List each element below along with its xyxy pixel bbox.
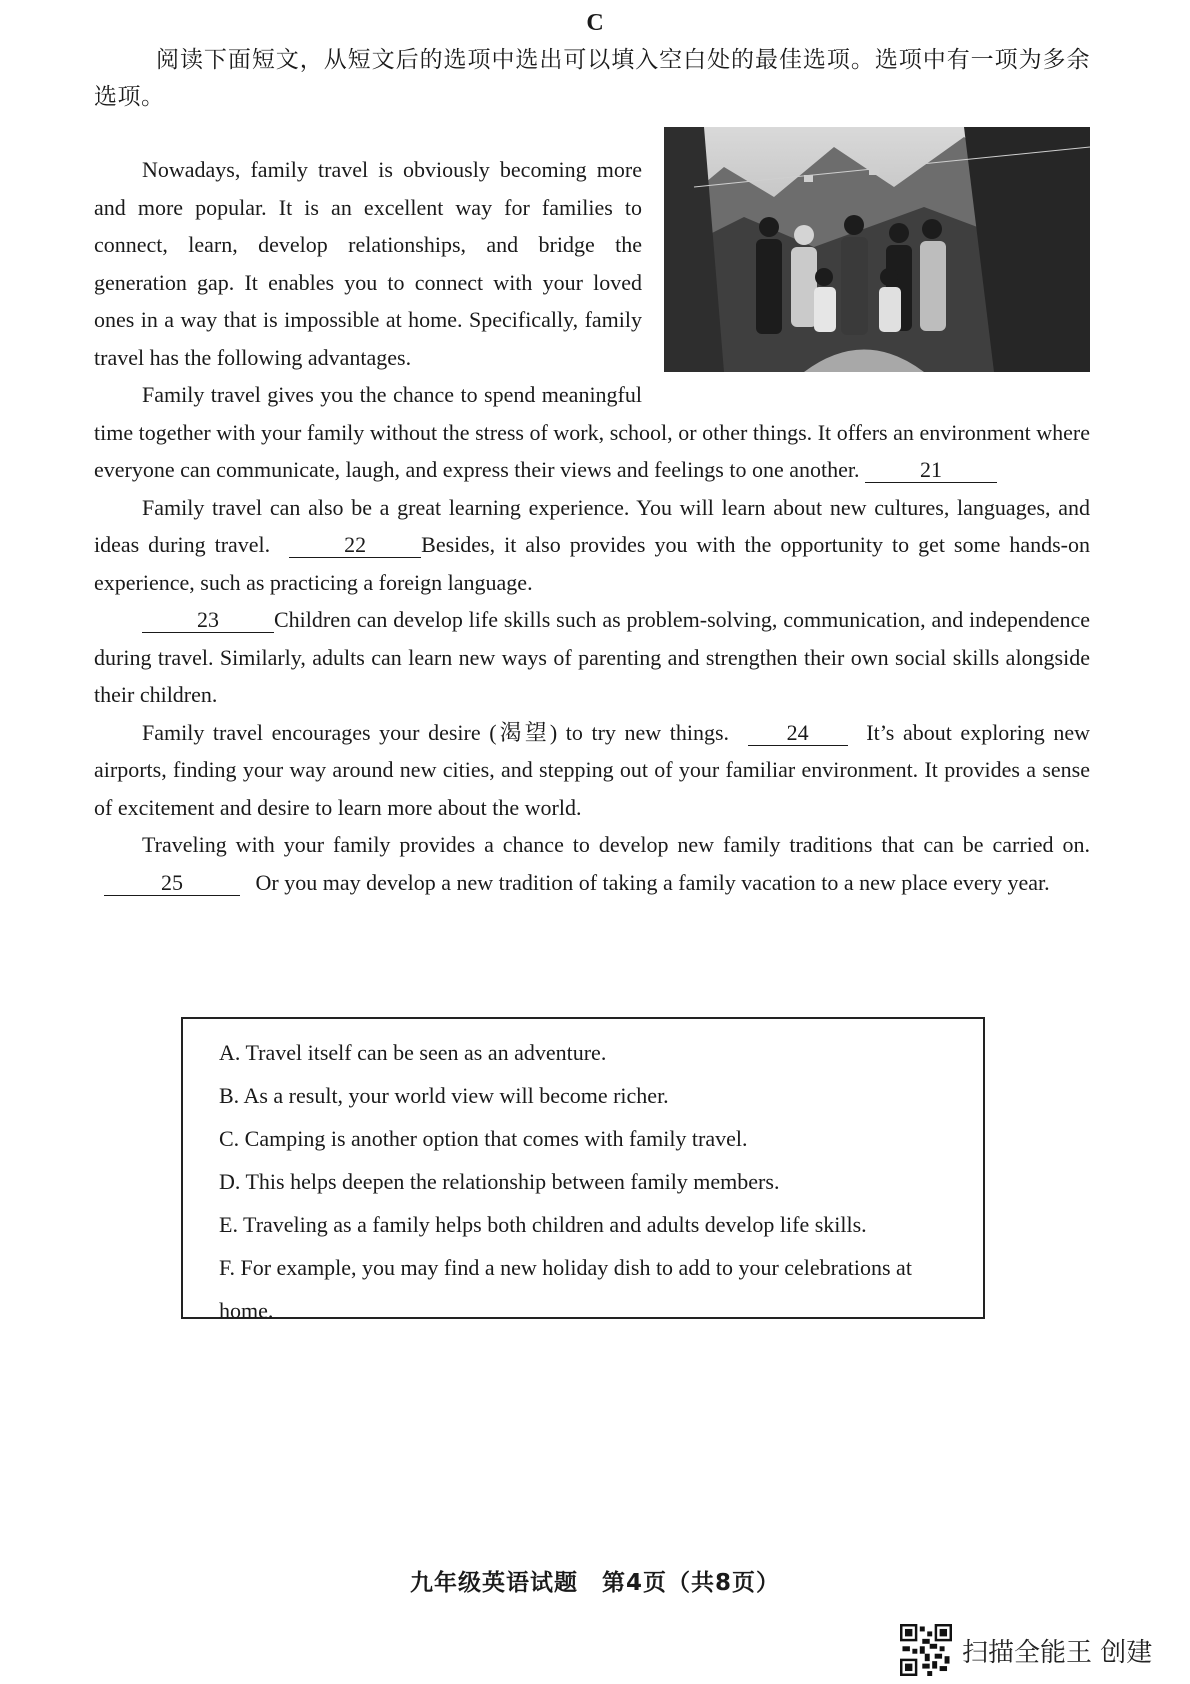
paragraph-25 xyxy=(94,826,1090,901)
instructions: 阅读下面短文，从短文后的选项中选出可以填入空白处的最佳选项。选项中有一项为多余选项。 xyxy=(94,47,1090,110)
paragraph-25-text-before: Traveling with your family provides a chance to develop new family traditions that can be carried on. xyxy=(142,832,1090,857)
scanner-watermark xyxy=(900,1624,1152,1676)
paragraph-25-text-after: Or you may develop a new tradition of taking a family vacation to a new place every year. xyxy=(255,869,1050,895)
scanner-watermark-text: 扫描全能王 创建 xyxy=(962,1637,1153,1668)
paragraph-22-text-before: Family travel can also be a great learning experience. You will learn about new cultures, languages, and ideas during travel. xyxy=(94,494,1090,557)
paragraph-22-text-after: Besides, it also provides you with the opportunity to get some hands-on experience, such as practicing a foreign language. xyxy=(94,532,1091,595)
option-a: A. Travel itself can be seen as an adventure. xyxy=(219,1040,607,1065)
blank-24: 24 xyxy=(748,721,848,746)
paragraph-22 xyxy=(94,489,1090,602)
paragraph-intro: Nowadays, family travel is obviously becoming more and more popular. It is an excellent way for families to connect, learn, develop relationships, and bridge the generation gap. It enables you to connect with your loved ones in a way that is impossible at home. Specifically, family travel has the following advantages. xyxy=(94,157,642,370)
paragraph-21 xyxy=(94,376,1090,489)
blank-23: 23 xyxy=(142,608,274,633)
section-letter: C xyxy=(586,10,604,36)
blank-25: 25 xyxy=(104,871,240,896)
paragraph-24-text-after: It’s about exploring new airports, finding your way around new cities, and stepping out of your familiar environment. It provides a sense of excitement and desire to learn more about the world. xyxy=(94,719,1090,820)
paragraph-23 xyxy=(94,601,1090,714)
page-footer: 九年级英语试题 第4页（共8页） xyxy=(409,1570,780,1596)
blank-21: 21 xyxy=(865,458,997,483)
option-b: B. As a result, your world view will become richer. xyxy=(219,1083,669,1108)
blank-22: 22 xyxy=(289,533,421,558)
reading-passage xyxy=(94,151,1090,901)
option-f: F. For example, you may find a new holiday dish to add to your celebrations at home. xyxy=(219,1255,912,1323)
paragraph-23-text: Children can develop life skills such as problem-solving, communication, and independence during travel. Similarly, adults can learn new ways of parenting and strengthen their own social skills alongside their children. xyxy=(94,607,1090,707)
paragraph-24 xyxy=(94,714,1090,827)
paragraph-24-text-before: Family travel encourages your desire (渴望) to try new things. xyxy=(142,719,730,745)
options-box xyxy=(181,1017,985,1323)
option-e: E. Traveling as a family helps both children and adults develop life skills. xyxy=(219,1212,867,1237)
option-c: C. Camping is another option that comes with family travel. xyxy=(219,1126,748,1151)
family-photo xyxy=(664,127,1090,372)
option-d: D. This helps deepen the relationship between family members. xyxy=(219,1169,780,1194)
paragraph-21-text: Family travel gives you the chance to spend meaningful time together with your family without the stress of work, school, or other things. It offers an environment where everyone can communicate, laugh, and express their views and feelings to one another. xyxy=(94,382,1090,482)
family-photo-illustration xyxy=(664,127,1090,372)
qr-code-icon xyxy=(900,1624,952,1676)
